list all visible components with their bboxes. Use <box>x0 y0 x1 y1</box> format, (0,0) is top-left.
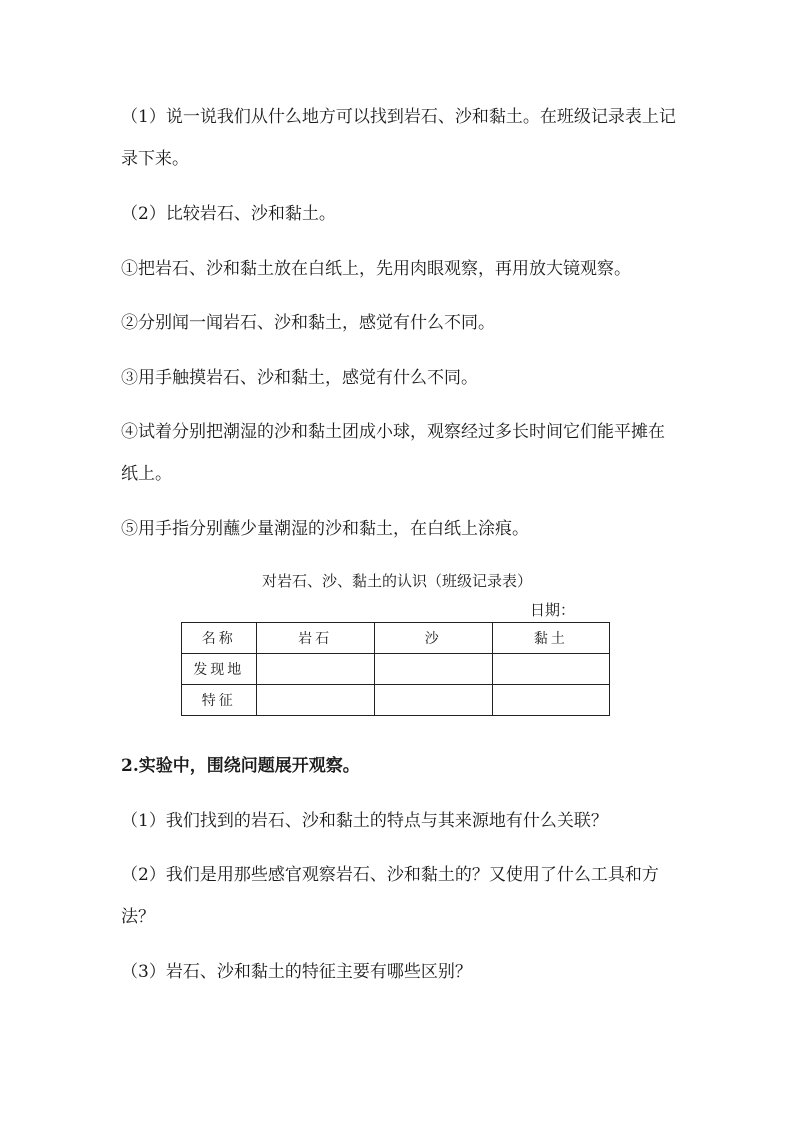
cell-clay-feature <box>492 685 609 716</box>
question-differences: （3）岩石、沙和黏土的特征主要有哪些区别？ <box>121 962 472 982</box>
instruction-record-locations: （1）说一说我们从什么地方可以找到岩石、沙和黏土。在班级记录表上记录下来。 <box>121 107 676 169</box>
cell-clay-location <box>492 654 609 685</box>
header-rock: 岩石 <box>256 623 374 654</box>
step-smear: ⑤用手指分别蘸少量潮湿的沙和黏土，在白纸上涂痕。 <box>121 519 529 539</box>
question-senses-tools: （2）我们是用那些感官观察岩石、沙和黏土的？又使用了什么工具和方法？ <box>121 865 659 927</box>
step-smell: ②分别闻一闻岩石、沙和黏土，感觉有什么不同。 <box>121 313 495 333</box>
cell-sand-feature <box>374 685 492 716</box>
cell-sand-location <box>374 654 492 685</box>
table-caption: 对岩石、沙、黏土的认识（班级记录表） <box>261 572 532 590</box>
table-header-row <box>182 623 610 654</box>
step-touch: ③用手触摸岩石、沙和黏土，感觉有什么不同。 <box>121 368 478 388</box>
class-record-table <box>181 622 610 716</box>
header-clay: 黏土 <box>492 623 609 654</box>
date-label: 日期： <box>530 601 576 619</box>
row-label-feature: 特征 <box>182 685 257 716</box>
step-observe: ①把岩石、沙和黏土放在白纸上，先用肉眼观察，再用放大镜观察。 <box>121 259 631 279</box>
header-name: 名称 <box>182 623 257 654</box>
section-heading-experiment: 2.实验中，围绕问题展开观察。 <box>121 756 360 776</box>
instruction-compare: （2）比较岩石、沙和黏土。 <box>121 204 336 224</box>
table-row <box>182 685 610 716</box>
cell-rock-location <box>256 654 374 685</box>
question-origin-relation: （1）我们找到的岩石、沙和黏土的特点与其来源地有什么关联？ <box>121 811 608 831</box>
header-sand: 沙 <box>374 623 492 654</box>
table-row <box>182 654 610 685</box>
cell-rock-feature <box>256 685 374 716</box>
row-label-location: 发现地 <box>182 654 257 685</box>
step-roll-ball: ④试着分别把潮湿的沙和黏土团成小球，观察经过多长时间它们能平摊在纸上。 <box>121 422 665 484</box>
